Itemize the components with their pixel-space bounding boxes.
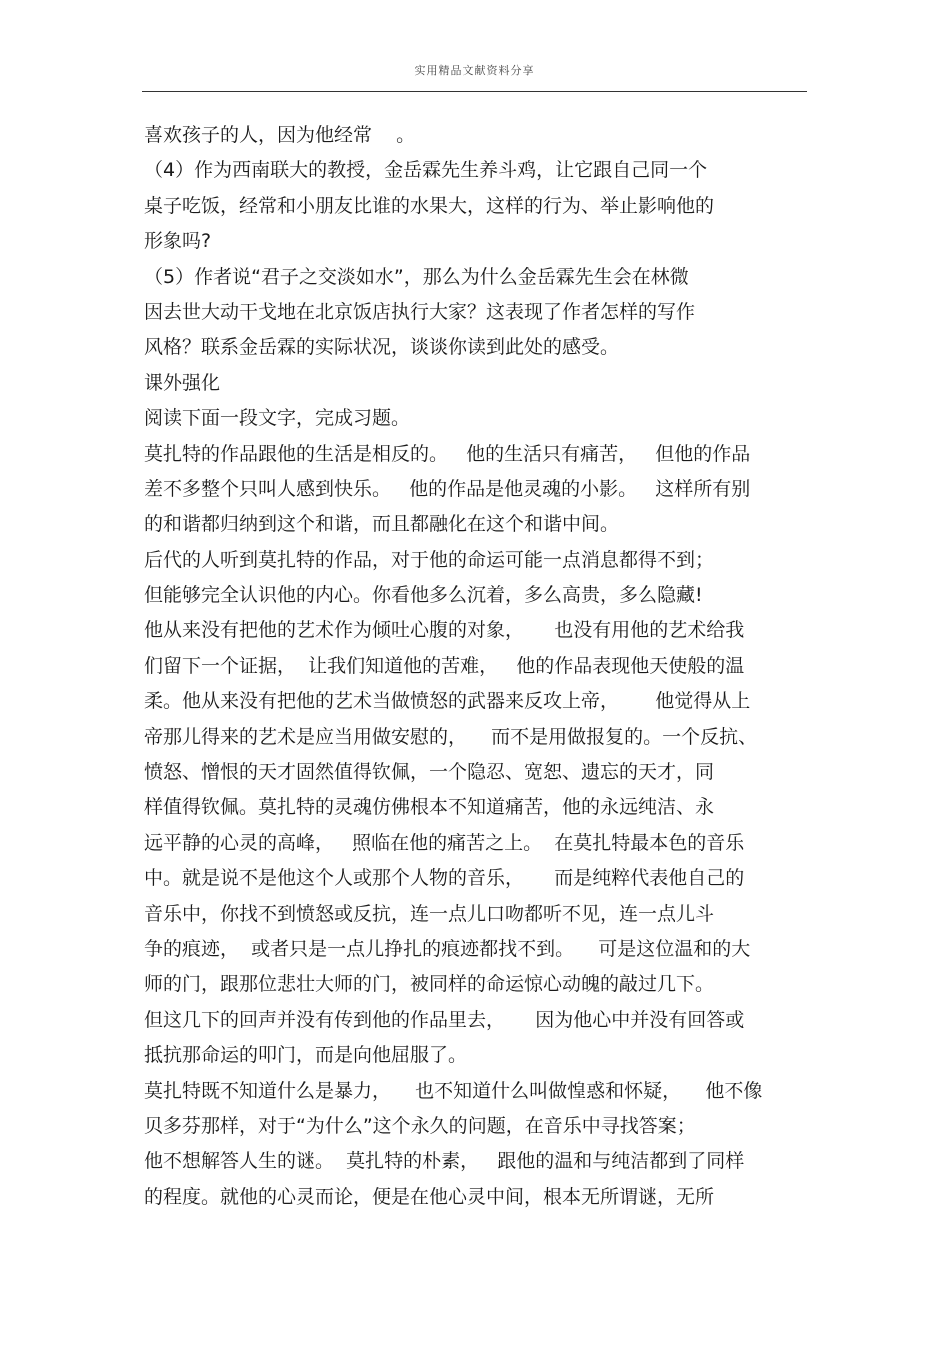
text-line: 的程度。就他的心灵而论，便是在他心灵中间，根本无所谓谜，无所 [144, 1185, 715, 1208]
section-heading: 课外强化 [144, 371, 221, 394]
text-line: 他不想解答人生的谜。 莫扎特的朴素， 跟他的温和与纯洁都到了同样 [144, 1150, 745, 1173]
text-line: 风格？联系金岳霖的实际状况，谈谈你读到此处的感受。 [144, 336, 620, 359]
text-line: 们留下一个证据， 让我们知道他的苦难， 他的作品表现他天使般的温 [144, 654, 745, 677]
text-line: （4）作为西南联大的教授，金岳霖先生养斗鸡，让它跟自己同一个 [144, 159, 708, 182]
text-line: 差不多整个只叫人感到快乐。 他的作品是他灵魂的小影。 这样所有别 [144, 477, 751, 500]
text-line: 愤怒、憎恨的天才固然值得钦佩，一个隐忍、宽恕、遗忘的天才，同 [144, 761, 715, 784]
text-line: 他从来没有把他的艺术作为倾吐心腹的对象， 也没有用他的艺术给我 [144, 619, 745, 642]
text-line: 帝那儿得来的艺术是应当用做安慰的， 而不是用做报复的。一个反抗、 [144, 725, 758, 748]
header-divider [142, 91, 807, 92]
text-line: 因去世大动干戈地在北京饭店执行大家？这表现了作者怎样的写作 [144, 300, 696, 323]
text-line: 音乐中，你找不到愤怒或反抗，连一点儿口吻都听不见，连一点儿斗 [144, 902, 715, 925]
instruction-line: 阅读下面一段文字，完成习题。 [144, 407, 411, 430]
text-line: 样值得钦佩。莫扎特的灵魂仿佛根本不知道痛苦，他的永远纯洁、永 [144, 796, 715, 819]
text-line: （5）作者说“君子之交淡如水”，那么为什么金岳霖先生会在林微 [144, 265, 689, 288]
text-line: 远平静的心灵的高峰， 照临在他的痛苦之上。 在莫扎特最本色的音乐 [144, 831, 745, 854]
text-line: 抵抗那命运的叩门，而是向他屈服了。 [144, 1044, 468, 1067]
text-line: 莫扎特的作品跟他的生活是相反的。 他的生活只有痛苦， 但他的作品 [144, 442, 751, 465]
text-line: 中。就是说不是他这个人或那个人物的音乐， 而是纯粹代表他自己的 [144, 867, 745, 890]
text-line: 喜欢孩子的人，因为他经常 。 [144, 124, 416, 146]
page-header: 实用精品文献资料分享 [414, 64, 535, 77]
text-line: 师的门，跟那位悲壮大师的门，被同样的命运惊心动魄的敲过几下。 [144, 973, 715, 996]
text-line: 但能够完全认识他的内心。你看他多么沉着，多么高贵，多么隐藏! [144, 584, 703, 607]
text-line: 柔。他从来没有把他的艺术当做愤怒的武器来反攻上帝， 他觉得从上 [144, 690, 751, 713]
text-line: 争的痕迹， 或者只是一点儿挣扎的痕迹都找不到。 可是这位温和的大 [144, 937, 751, 960]
document-body [144, 118, 809, 1215]
text-line: 贝多芬那样，对于“为什么”这个永久的问题，在音乐中寻找答案； [144, 1114, 696, 1137]
text-line: 桌子吃饭，经常和小朋友比谁的水果大，这样的行为、举止影响他的 [144, 194, 715, 217]
text-line: 后代的人听到莫扎特的作品，对于他的命运可能一点消息都得不到； [144, 548, 715, 571]
text-line: 但这几下的回声并没有传到他的作品里去， 因为他心中并没有回答或 [144, 1008, 745, 1031]
text-line: 莫扎特既不知道什么是暴力， 也不知道什么叫做惶惑和怀疑， 他不像 [144, 1079, 763, 1102]
text-line: 形象吗? [144, 230, 212, 253]
text-line: 的和谐都归纳到这个和谐，而且都融化在这个和谐中间。 [144, 513, 620, 536]
